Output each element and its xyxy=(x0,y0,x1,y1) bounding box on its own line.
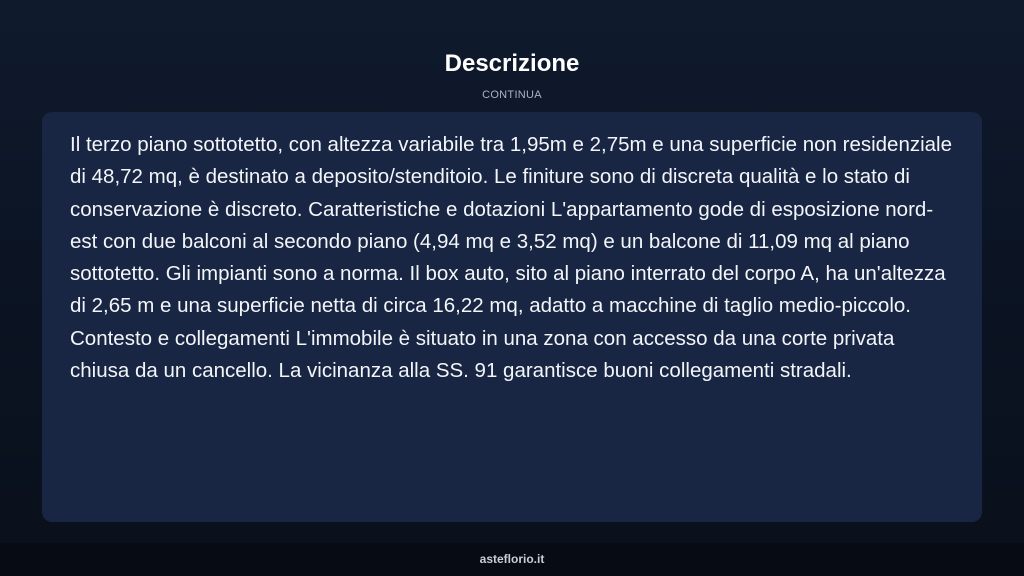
page-title: Descrizione xyxy=(444,50,580,77)
description-text: Il terzo piano sottotetto, con altezza variabile tra 1,95m e 2,75m e una superficie non residenziale di 48,72 mq, è destinato a deposito/stenditoio. Le finiture sono di discreta qualità e lo stato di conservazione è discreto. Caratteristiche e dotazioni L'appartamento gode di esposizione nord-est con due balconi al secondo piano (4,94 mq e 3,52 mq) e un balcone di 11,09 mq al piano sottotetto. Gli impianti sono a norma. Il box auto, sito al piano interrato del corpo A, ha un'altezza di 2,65 m e una superficie netta di circa 16,22 mq, adatto a macchine di taglio medio-piccolo. Contesto e collegamenti L'immobile è situato in una zona con accesso da una corte privata chiusa da un cancello. La vicinanza alla SS. 91 garantisce buoni collegamenti stradali. xyxy=(70,133,953,383)
description-card xyxy=(42,112,982,522)
site-name: asteflorio.it xyxy=(479,552,545,566)
continue-label: CONTINUA xyxy=(482,89,542,101)
footer-bar xyxy=(0,543,1024,576)
page-header xyxy=(0,48,1024,102)
